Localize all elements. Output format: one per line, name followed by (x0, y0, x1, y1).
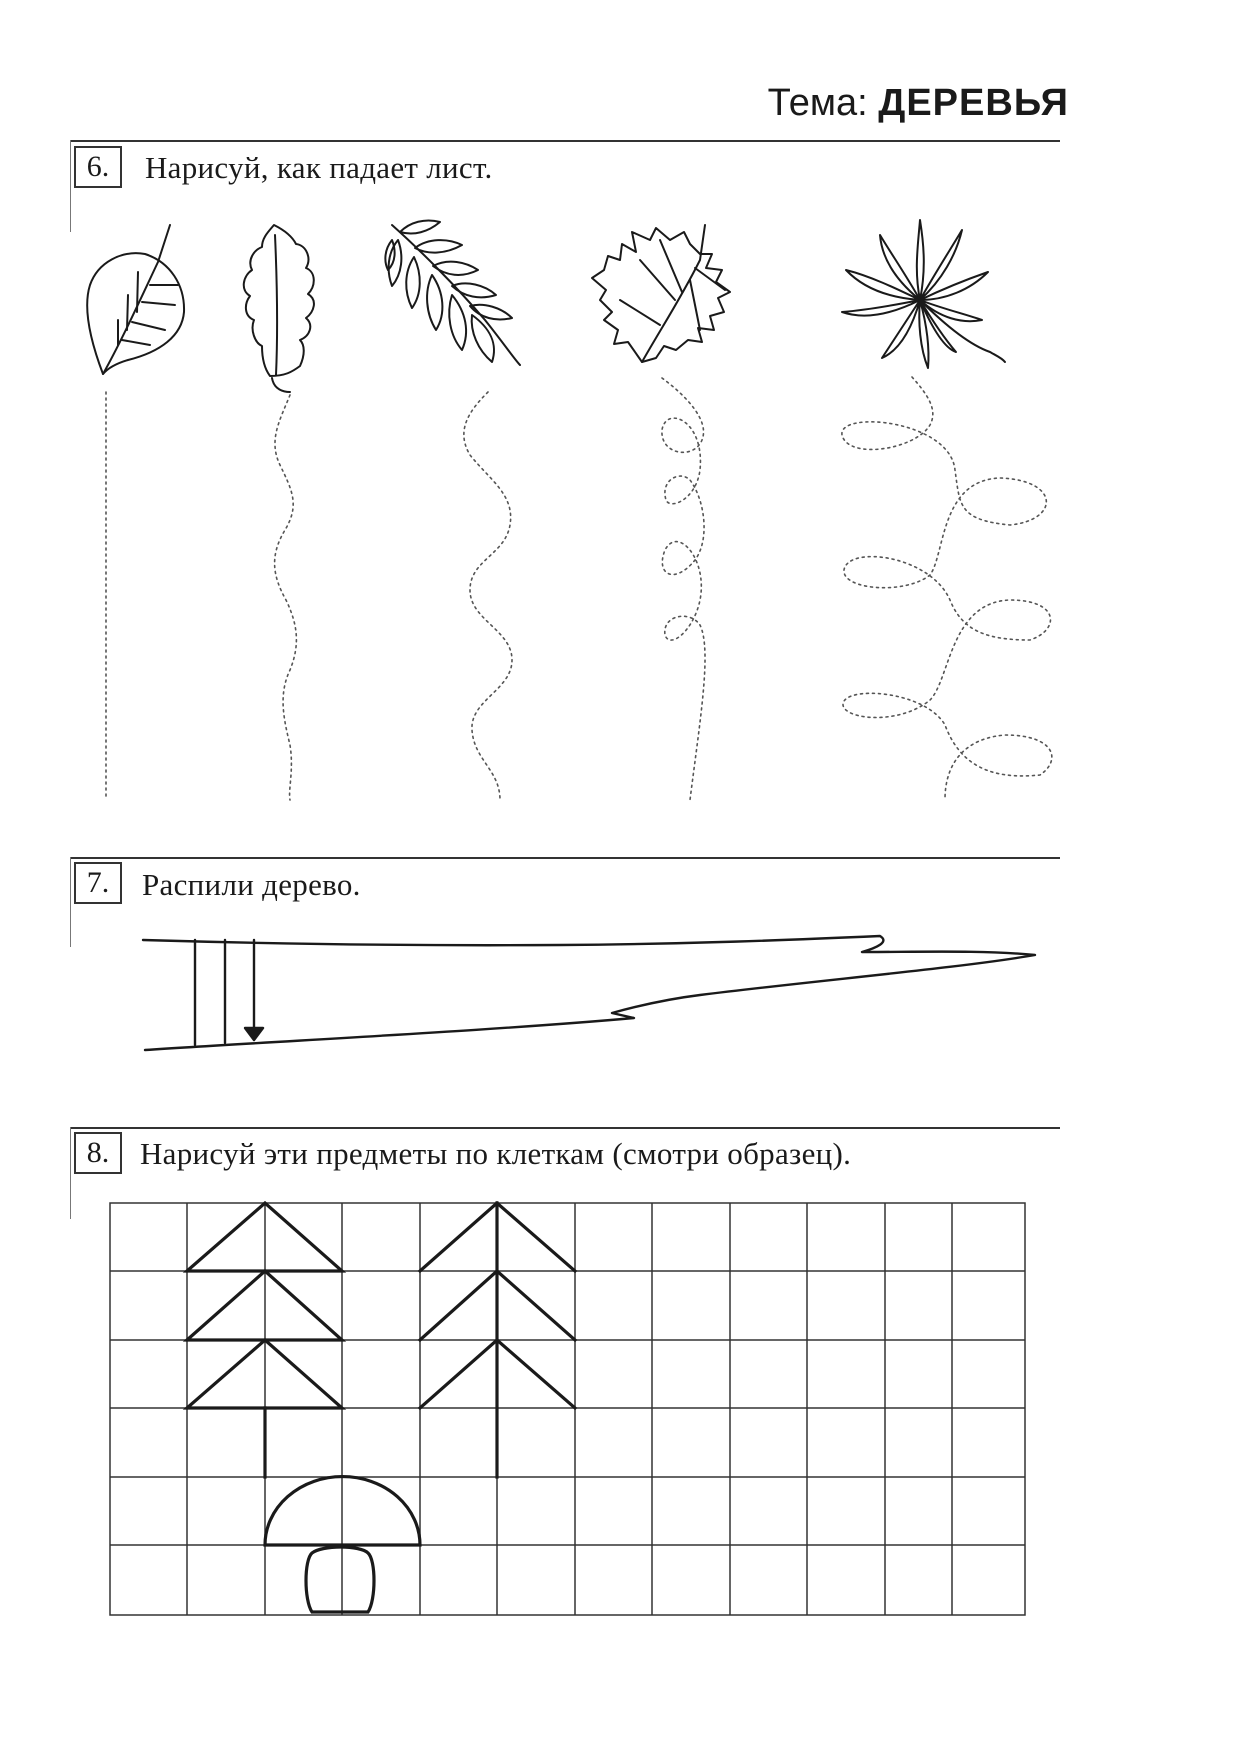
rowan-leaf-icon (385, 220, 520, 365)
log-drawing (143, 936, 1035, 1050)
task-8-number: 8. (74, 1132, 122, 1174)
task-6-instruction: Нарисуй, как падает лист. (145, 150, 493, 185)
topic-label: Тема: (767, 82, 879, 124)
task-7-instruction: Распили дерево. (142, 867, 361, 902)
arrow-down-icon (245, 1028, 263, 1040)
task-8-instruction: Нарисуй эти предметы по клеткам (смотри образец). (140, 1136, 852, 1171)
maple-leaf-icon (592, 225, 730, 362)
fall-path-loops-small (662, 378, 705, 800)
birch-leaf-icon (87, 225, 184, 374)
chestnut-leaf-icon (842, 220, 1005, 368)
fall-path-loops-large (842, 377, 1052, 800)
log-outline (143, 936, 1035, 1050)
fall-path-wave-small (275, 395, 297, 800)
topic-value: ДЕРЕВЬЯ (878, 82, 1069, 124)
oak-leaf-icon (244, 225, 314, 392)
task-6-number: 6. (74, 146, 122, 188)
fall-path-wave-large (464, 392, 512, 800)
task-7-number: 7. (74, 862, 122, 904)
